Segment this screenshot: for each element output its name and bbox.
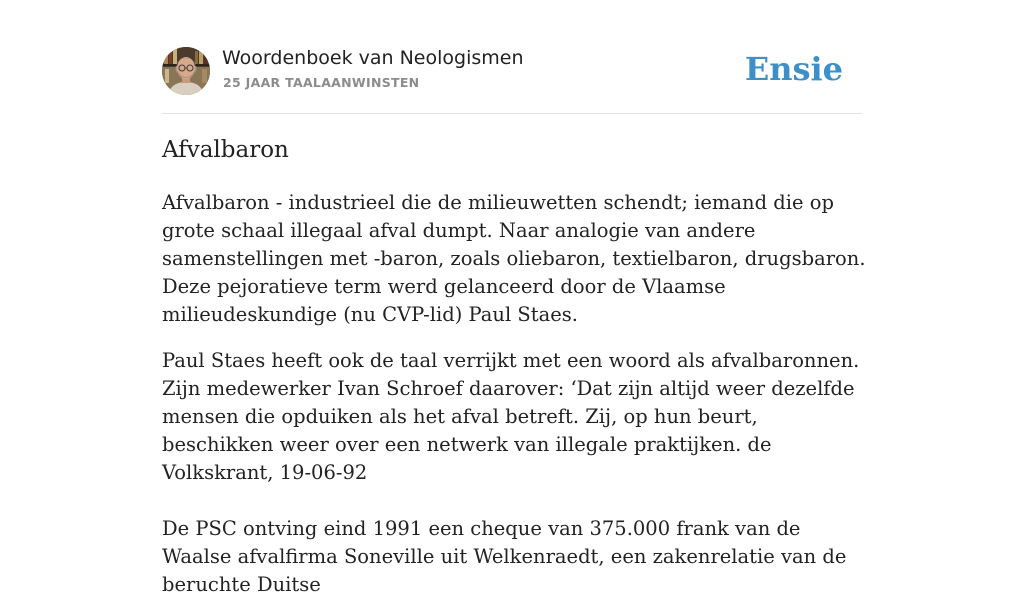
site-subtitle: 25 JAAR TAALAANWINSTEN: [223, 75, 420, 90]
header-divider: [162, 113, 862, 114]
site-header: [162, 46, 862, 96]
entry-paragraph: De PSC ontving eind 1991 een cheque van 375.000 frank van de Waalse afvalfirma Soneville uit Welkenraedt, een zakenrelatie van de beruchte Duitse: [162, 517, 847, 596]
entry-paragraph: Afvalbaron - industrieel die de milieuwetten schendt; iemand die op grote schaal illegaal afval dumpt. Naar analogie van andere samenstellingen met -baron, zoals oliebaron, textielbaron, drugsbaron. Deze pejoratieve term werd gelanceerd door de Vlaamse milieudeskundige (nu CVP-lid) Paul Staes.: [162, 191, 866, 326]
site-title[interactable]: Woordenboek van Neologismen: [222, 47, 524, 69]
entry-title: Afvalbaron: [162, 137, 289, 163]
author-avatar[interactable]: [162, 47, 210, 95]
brand-logo[interactable]: Ensie: [744, 50, 843, 88]
entry-paragraph: Paul Staes heeft ook de taal verrijkt met een woord als afvalbaronnen. Zijn medewerker Ivan Schroef daarover: ‘Dat zijn altijd weer dezelfde mensen die opduiken als het afval betreft. Zij, op hun beurt, beschikken weer over een netwerk van illegale praktijken. de Volkskrant, 19-06-92: [162, 349, 860, 484]
author-portrait-icon: [162, 47, 210, 95]
entry-content: [162, 189, 867, 599]
